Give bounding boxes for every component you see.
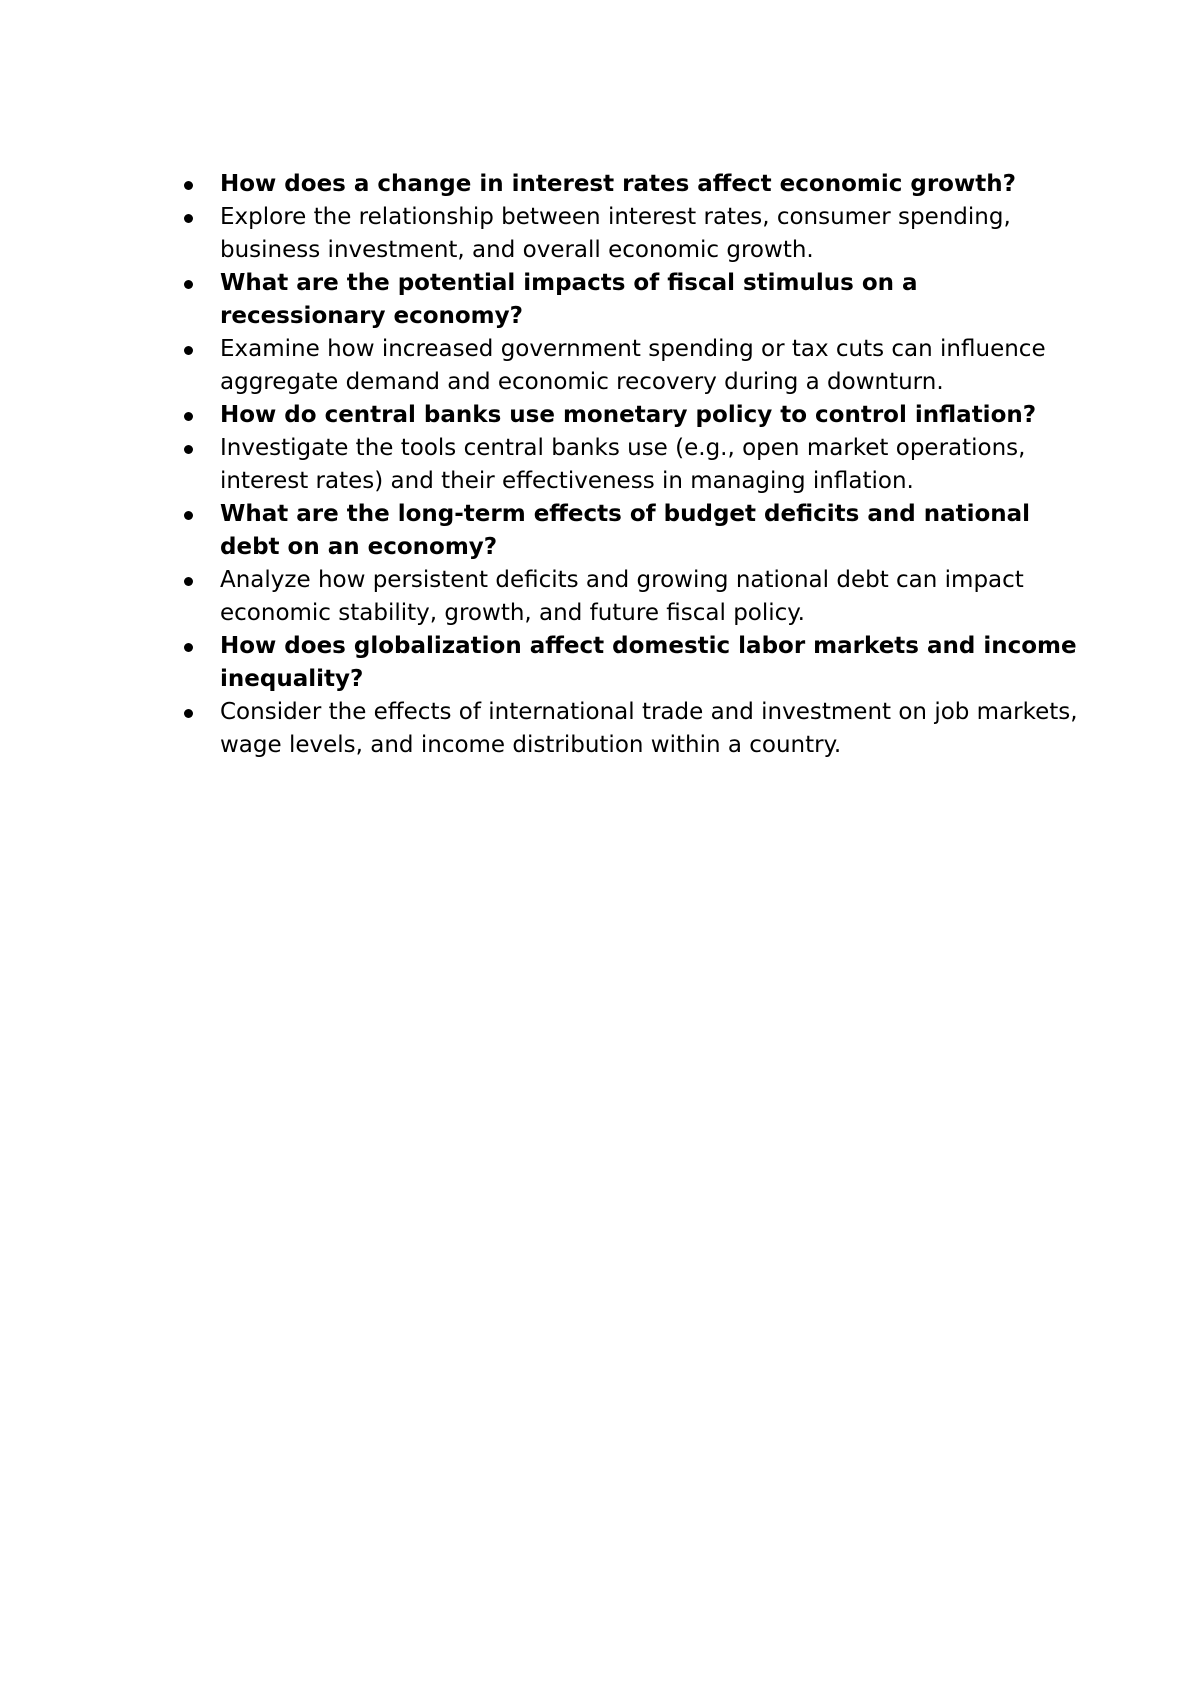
bullet-list [184,168,1084,762]
list-item-description-2 [184,333,1084,399]
list-item-description-1 [184,201,1084,267]
bullet-icon [184,445,193,454]
bullet-icon [184,511,193,520]
list-item-question-5 [184,630,1084,696]
bullet-icon [184,181,193,190]
bullet-icon [184,346,193,355]
list-item-text: Consider the effects of international trade and investment on job markets, wage levels, and income distribution within a country. [220,699,1078,758]
list-item-question-3 [184,399,1084,432]
list-item-question-1 [184,168,1084,201]
list-item-text: What are the potential impacts of fiscal stimulus on a recessionary economy? [220,270,918,329]
bullet-icon [184,709,193,718]
bullet-icon [184,577,193,586]
list-item-text: How do central banks use monetary policy to control inflation? [220,402,1037,428]
list-item-text: Examine how increased government spending or tax cuts can influence aggregate demand and economic recovery during a downturn. [220,336,1046,395]
list-item-text: How does globalization affect domestic labor markets and income inequality? [220,633,1077,692]
list-item-description-4 [184,564,1084,630]
list-item-text: What are the long-term effects of budget deficits and national debt on an economy? [220,501,1031,560]
list-item-question-4 [184,498,1084,564]
bullet-icon [184,280,193,289]
list-item-text: Investigate the tools central banks use (e.g., open market operations, interest rates) and their effectiveness in managing inflation. [220,435,1026,494]
list-item-description-3 [184,432,1084,498]
bullet-icon [184,643,193,652]
list-item-text: How does a change in interest rates affect economic growth? [220,171,1016,197]
bullet-icon [184,412,193,421]
bullet-icon [184,214,193,223]
list-item-description-5 [184,696,1084,762]
list-item-question-2 [184,267,1084,333]
list-item-text: Explore the relationship between interest rates, consumer spending, business investment, and overall economic growth. [220,204,1011,263]
list-item-text: Analyze how persistent deficits and growing national debt can impact economic stability, growth, and future fiscal policy. [220,567,1024,626]
